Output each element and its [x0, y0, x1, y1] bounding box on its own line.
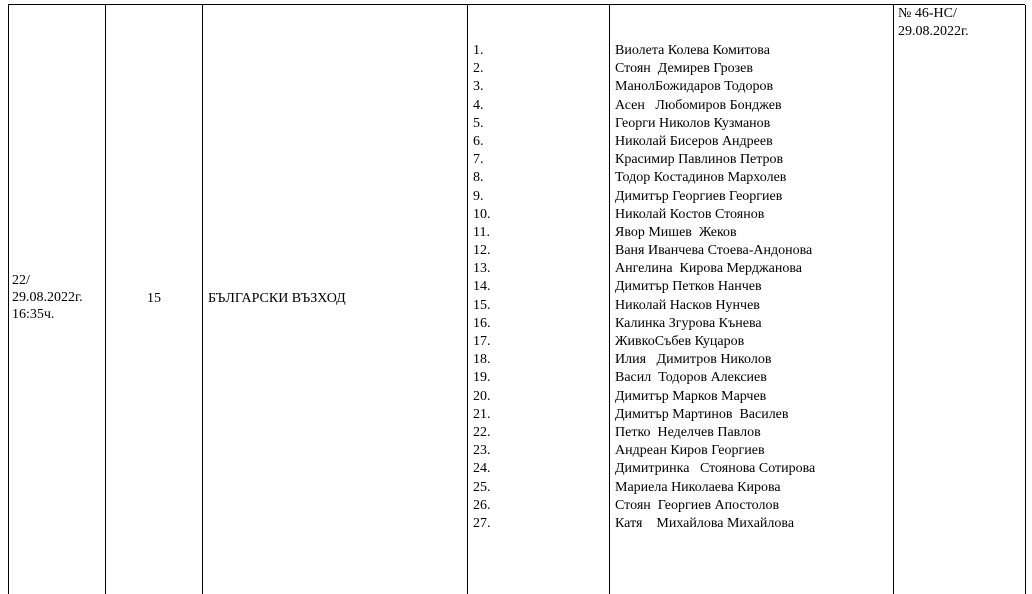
candidate-name: Николай Насков Нунчев: [615, 297, 760, 313]
candidate-number: 26.: [473, 497, 491, 513]
candidate-number-cell: [468, 5, 610, 594]
registration-info: [12, 272, 83, 323]
candidate-name: Красимир Павлинов Петров: [615, 152, 784, 168]
candidate-number: 20.: [473, 388, 491, 404]
candidate-number: 22.: [473, 424, 491, 440]
candidate-number: 13.: [473, 261, 491, 277]
candidate-name: Димитър Петков Нанчев: [615, 279, 762, 295]
decision-info: [898, 5, 969, 41]
candidate-name: Димитринка Стоянова Сотирова: [615, 461, 816, 477]
candidate-number: 17.: [473, 334, 491, 349]
candidate-name: Асен Любомиров Бонджев: [615, 97, 782, 113]
decision-cell: [894, 5, 1026, 594]
candidate-number: 18.: [473, 352, 491, 368]
candidate-number: 1.: [473, 43, 484, 58]
candidate-count: 15: [147, 291, 161, 306]
candidate-name: Димитър Мартинов Василев: [615, 406, 789, 422]
candidate-number: 9.: [473, 188, 484, 204]
candidate-number: 5.: [473, 115, 484, 131]
candidate-name: Мариела Николаева Кирова: [615, 479, 781, 495]
candidate-number: 25.: [473, 479, 491, 495]
candidate-name-cell: [610, 5, 894, 594]
candidate-number-list: [473, 42, 491, 533]
candidate-name: Димитър Марков Марчев: [615, 388, 767, 404]
candidate-name: Илия Димитров Николов: [615, 352, 772, 368]
candidate-number: 15.: [473, 297, 491, 313]
candidate-name: Николай Бисеров Андреев: [615, 133, 773, 149]
candidate-name-list: [615, 42, 815, 533]
candidate-name: Николай Костов Стоянов: [615, 206, 765, 222]
registration-date: 29.08.2022г.: [12, 290, 83, 305]
candidate-number: 8.: [473, 170, 484, 186]
decision-number: № 46-НС/: [898, 6, 957, 21]
candidate-name: Георги Николов Кузманов: [615, 115, 771, 131]
candidate-number: 11.: [473, 224, 490, 240]
candidate-number: 21.: [473, 406, 491, 422]
candidate-number: 2.: [473, 61, 484, 77]
count-cell: [106, 5, 203, 594]
candidate-number: 19.: [473, 370, 491, 386]
candidate-number: 3.: [473, 79, 484, 95]
candidate-name: Стоян Демирев Грозев: [615, 61, 753, 77]
candidate-number: 12.: [473, 243, 491, 259]
registration-number: 22/: [12, 273, 30, 288]
candidate-name: Явор Мишев Жеков: [615, 224, 737, 240]
candidate-name: МанолБожидаров Тодоров: [615, 79, 774, 95]
candidate-number: 10.: [473, 206, 491, 222]
candidate-number: 24.: [473, 461, 491, 477]
candidate-name: Петко Неделчев Павлов: [615, 424, 761, 440]
registration-table: [8, 4, 1025, 594]
candidate-name: Ваня Иванчева Стоева-Андонова: [615, 243, 813, 259]
party-cell: [203, 5, 468, 594]
party-name: БЪЛГАРСКИ ВЪЗХОД: [208, 291, 346, 306]
registration-cell: [9, 5, 106, 594]
candidate-number: 16.: [473, 315, 491, 331]
candidate-name: Калинка Згурова Кънева: [615, 315, 762, 331]
registration-time: 16:35ч.: [12, 307, 55, 322]
candidate-name: Виолета Колева Комитова: [615, 43, 770, 58]
candidate-number: 6.: [473, 133, 484, 149]
candidate-name: Ангелина Кирова Мерджанова: [615, 261, 802, 277]
candidate-number: 4.: [473, 97, 484, 113]
candidate-name: Тодор Костадинов Мархолев: [615, 170, 787, 186]
candidate-number: 14.: [473, 279, 491, 295]
candidate-name: Катя Михайлова Михайлова: [615, 515, 795, 531]
candidate-name: Димитър Георгиев Георгиев: [615, 188, 783, 204]
candidate-number: 23.: [473, 443, 491, 459]
decision-date: 29.08.2022г.: [898, 24, 969, 39]
candidate-name: Андреан Киров Георгиев: [615, 443, 765, 459]
candidate-name: Стоян Георгиев Апостолов: [615, 497, 780, 513]
candidate-name: Васил Тодоров Алексиев: [615, 370, 767, 386]
candidate-number: 7.: [473, 152, 484, 168]
candidate-name: ЖивкоСъбев Куцаров: [615, 334, 745, 349]
candidate-number: 27.: [473, 515, 491, 531]
